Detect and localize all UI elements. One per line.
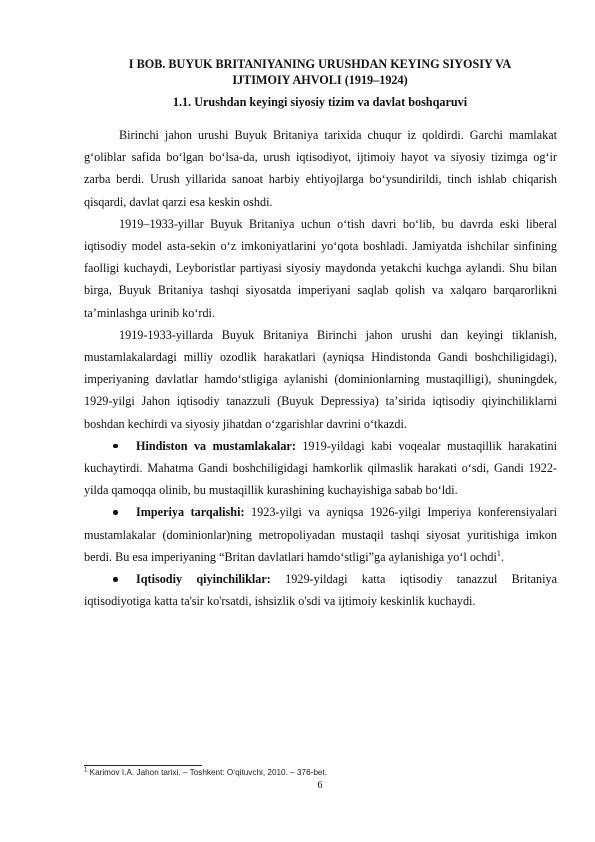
bullet-item-india: [84, 435, 557, 502]
chapter-title-line-2: IJTIMOIY AHVOLI (1919–1924): [232, 73, 408, 87]
bullet-label: Iqtisodiy qiyinchiliklar:: [136, 572, 271, 587]
body-text: [84, 124, 557, 612]
page-number: 6: [317, 780, 323, 791]
bullet-icon: [113, 577, 118, 582]
section-title: 1.1. Urushdan keyingi siyosiy tizim va davlat boshqaruvi: [172, 95, 468, 109]
bullet-icon: [113, 444, 118, 449]
bullet-label: Hindiston va mustamlakalar:: [136, 438, 296, 453]
chapter-title-line-1: I BOB. BUYUK BRITANIYANING URUSHDAN KEYING SIYOSIY VA: [128, 57, 512, 71]
bullet-text: 1919-yildagi kabi voqealar mustaqillik harakatini kuchaytirdi. Mahatma Gandi boshchiligidagi hamkorlik qilmaslik harakati oʻsdi, Gandi 1922-yilda qamoqqa olinib, bu mustaqillik kurashining kuchayishiga sabab boʻldi.: [84, 438, 557, 498]
footnote-reference[interactable]: 1: [496, 548, 501, 558]
bullet-icon: [113, 510, 118, 515]
bullet-label: Imperiya tarqalishi:: [136, 505, 245, 520]
paragraph-3: 1919-1933-yillarda Buyuk Britaniya Birinchi jahon urushi dan keyingi tiklanish, mustamlakalardagi milliy ozodlik harakatlari (ayniqsa Hindistonda Gandi boshchiligidagi), imperiyaning davlatlar hamdo‘stligiga aylanishi (dominionlarning mustaqilligi), shuningdek, 1929-yilgi Jahon iqtisodiy tanazzuli (Buyuk Depressiya) taʼsirida iqtisodiy qiyinchiliklarni boshdan kechirdi va siyosiy jihatdan oʻzgarishlar davrini oʻtkazdi.: [84, 327, 557, 431]
footnote-divider: [84, 765, 202, 766]
paragraph-2: 1919–1933-yillar Buyuk Britaniya uchun o‘tish davri bo‘lib, bu davrda eski liberal iqtisodiy model asta-sekin o‘z imkoniyatlarini yo‘qota boshladi. Jamiyatda ishchilar sinfining faolligi kuchaydi, Leyboristlar partiyasi siyosiy maydonda yetakchi kuchga aylandi. Shu bilan birga, Buyuk Britaniya tashqi siyosatda imperiyani saqlab qolish va xalqaro barqarorlikni ta’minlashga urinib ko‘rdi.: [84, 216, 557, 320]
bullet-item-economy: [84, 568, 557, 612]
bullet-text: 1923-yilgi va ayniqsa 1926-yilgi Imperiya konferensiyalari mustamlakalar (dominionlar)ning metropoliyadan mustaqil tashqi siyosat yuritishiga imkon berdi. Bu esa imperiyaning “Britan davlatlari hamdoʻstligi”ga aylanishiga yoʻl ochdi: [84, 505, 557, 564]
footnote-marker: 1: [84, 767, 88, 774]
footnote-text: Karimov I.A. Jahon tarixi. – Toshkent: O‘qituvchi, 2010. – 376-bet.: [87, 768, 328, 777]
paragraph-1: Birinchi jahon urushi Buyuk Britaniya tarixida chuqur iz qoldirdi. Garchi mamlakat g‘oliblar safida bo‘lgan bo‘lsa-da, urush iqtisodiyot, ijtimoiy hayot va siyosiy tizimga og‘ir zarba berdi. Urush yillarida sanoat harbiy ehtiyojlarga bo‘ysundirildi, tinch ishlab chiqarish qisqardi, davlat qarzi esa keskin oshdi.: [84, 128, 557, 209]
footnote: [84, 767, 556, 778]
chapter-title: [84, 56, 556, 88]
bullet-text: 1929-yildagi katta iqtisodiy tanazzul Britaniya iqtisodiyotiga katta ta'sir ko'rsatdi, ishsizlik o'sdi va ijtimoiy keskinlik kuchaydi.: [84, 572, 557, 609]
bullet-item-empire: Imperiya tarqalishi: 1923-yilgi va ayniqsa 1926-yilgi Imperiya konferensiyalari mustamlakalar (dominionlar)ning metropoliyadan mustaqil tashqi siyosat yuritishiga imkon berdi. Bu esa imperiyaning “Britan davlatlari hamdoʻstligi”ga aylanishiga yoʻl ochdi$^1$.: [84, 505, 557, 564]
